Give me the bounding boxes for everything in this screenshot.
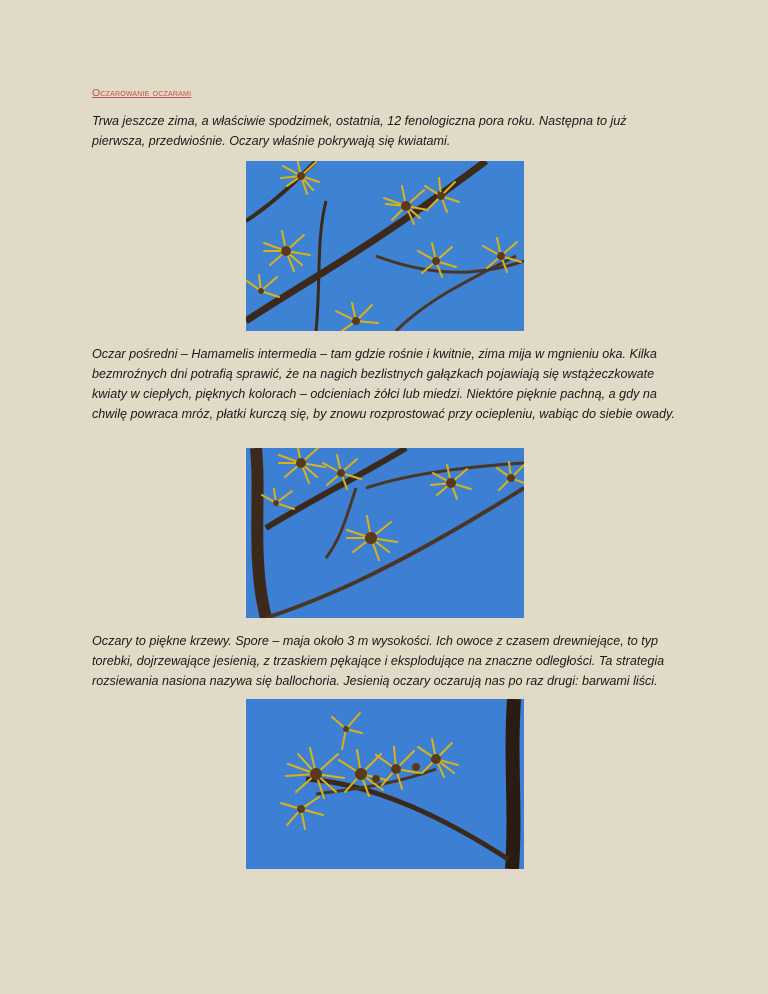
document-title: Oczarowanie oczarami	[92, 87, 192, 99]
witch-hazel-photo-3	[246, 699, 524, 869]
paragraph-1: Trwa jeszcze zima, a właściwie spodzimek, ostatnia, 12 fenologiczna pora roku. Następna to już pierwsza, przedwiośnie. Oczary właśnie pokrywają się kwiatami.	[92, 114, 627, 148]
paragraph-3: Oczary to piękne krzewy. Spore – maja około 3 m wysokości. Ich owoce z czasem drewniejące, to typ torebki, dojrzewające jesienią, z trzaskiem pękające i eksplodujące na znaczne odległości. Ta strategia rozsiewania nasiona nazywa się ballochoria. Jesienią oczary oczarują nas po raz drugi: barwami liści.	[92, 634, 665, 688]
paragraph-2: Oczar pośredni – Hamamelis intermedia – tam gdzie rośnie i kwitnie, zima mija w mgnieniu oka. Kilka bezmroźnych dni potrafią sprawić, że na nagich bezlistnych gałązkach pojawiają się wstążeczkowate kwiaty w ciepłych, pięknych kolorach – odcieniach żółci lub miedzi. Niektóre pięknie pachną, a gdy na chwilę powraca mróz, płatki kurczą się, by znowu rozprostować przy ociepleniu, wabiąc do siebie owady.	[92, 347, 675, 421]
witch-hazel-photo-2	[246, 448, 524, 618]
witch-hazel-photo-1	[246, 161, 524, 331]
